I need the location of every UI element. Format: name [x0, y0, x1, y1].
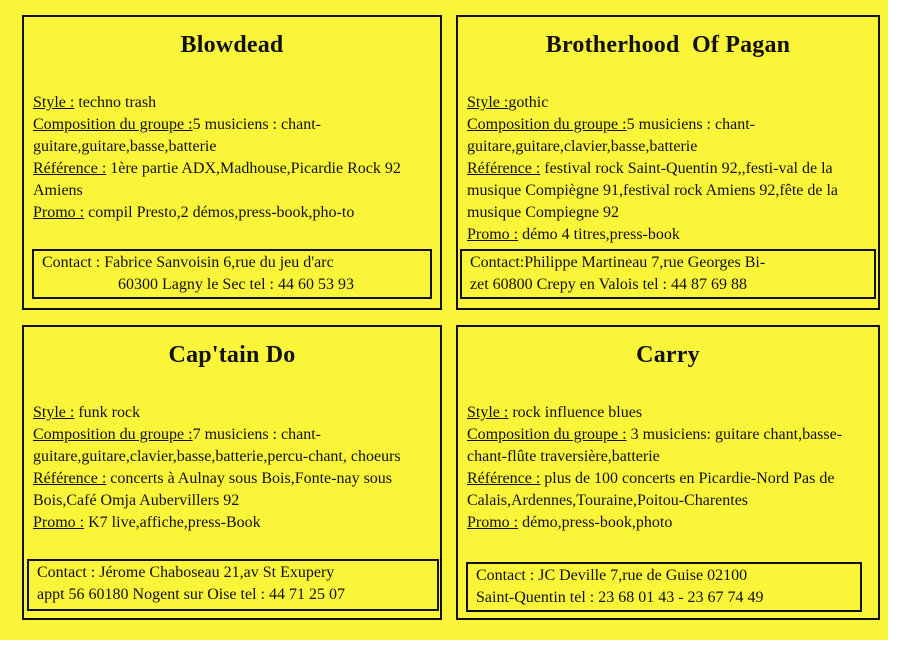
band-details [466, 92, 870, 246]
reference-value: concerts à Aulnay sous Bois,Fonte-nay sous Bois,Café Omja Aubervillers 92 [33, 470, 393, 509]
style-label: Style : [33, 94, 75, 111]
band-card-carry [456, 325, 880, 620]
promo-label: Promo : [33, 204, 85, 221]
reference-label: Référence : [467, 160, 541, 177]
composition-label: Composition du groupe : [467, 426, 627, 443]
style-value: funk rock [74, 404, 141, 421]
band-name: Blowdead [180, 32, 284, 58]
band-card-blowdead [22, 15, 442, 310]
contact-line-1: Contact : Fabrice Sanvoisin 6,rue du jeu d'arc [42, 254, 334, 271]
contact-box [27, 559, 439, 611]
composition-value: 3 musiciens: guitare chant,basse-chant-flûte traversière,batterie [467, 426, 843, 465]
promo-value: démo,press-book,photo [518, 514, 673, 531]
contact-line-1: Contact : JC Deville 7,rue de Guise 02100 [476, 567, 748, 584]
promo-label: Promo : [33, 514, 85, 531]
style-value: gothic [508, 94, 549, 111]
style-value: techno trash [74, 94, 157, 111]
reference-value: 1ère partie ADX,Madhouse,Picardie Rock 92 Amiens [33, 160, 401, 199]
promo-label: Promo : [467, 514, 519, 531]
band-card-captain-do [22, 325, 442, 620]
composition-label: Composition du groupe : [33, 116, 193, 133]
band-name: Cap'tain Do [168, 342, 296, 368]
contact-line-2: Saint-Quentin tel : 23 68 01 43 - 23 67 74 49 [476, 589, 764, 606]
band-name: Carry [636, 342, 700, 368]
style-label: Style : [33, 404, 75, 421]
composition-value: 5 musiciens : chant-guitare,guitare,clavier,basse,batterie [467, 116, 755, 155]
band-details [32, 92, 432, 224]
contact-line-2: appt 56 60180 Nogent sur Oise tel : 44 71 25 07 [37, 586, 345, 603]
promo-value: compil Presto,2 démos,press-book,pho-to [84, 204, 355, 221]
contact-line-1: Contact:Philippe Martineau 7,rue Georges Bi- [470, 254, 766, 271]
contact-line-2: 60300 Lagny le Sec tel : 44 60 53 93 [118, 276, 354, 293]
reference-value: plus de 100 concerts en Picardie-Nord Pas de Calais,Ardennes,Touraine,Poitou-Charentes [467, 470, 835, 509]
band-card-brotherhood-of-pagan [456, 15, 880, 310]
band-details [32, 402, 432, 534]
reference-value: festival rock Saint-Quentin 92,,festi-val de la musique Compiègne 91,festival rock Amiens 92,fête de la musique Compiegne 92 [467, 160, 839, 221]
style-value: rock influence blues [508, 404, 643, 421]
contact-line-2: zet 60800 Crepy en Valois tel : 44 87 69 88 [470, 276, 747, 293]
promo-value: K7 live,affiche,press-Book [84, 514, 261, 531]
band-details [466, 402, 870, 534]
composition-label: Composition du groupe : [467, 116, 627, 133]
band-name: Brotherhood Of Pagan [545, 32, 791, 58]
contact-line-1: Contact : Jérome Chaboseau 21,av St Exupery [37, 564, 335, 581]
contact-box [32, 249, 432, 299]
contact-box [466, 562, 862, 612]
promo-label: Promo : [467, 226, 519, 243]
style-label: Style : [467, 404, 509, 421]
contact-box [460, 249, 876, 299]
style-label: Style : [467, 94, 509, 111]
reference-label: Référence : [33, 470, 107, 487]
composition-value: 7 musiciens : chant-guitare,guitare,clavier,basse,batterie,percu-chant, choeurs [33, 426, 401, 465]
composition-label: Composition du groupe : [33, 426, 193, 443]
promo-value: démo 4 titres,press-book [518, 226, 680, 243]
reference-label: Référence : [467, 470, 541, 487]
composition-value: 5 musiciens : chant-guitare,guitare,basse,batterie [33, 116, 321, 155]
reference-label: Référence : [33, 160, 107, 177]
